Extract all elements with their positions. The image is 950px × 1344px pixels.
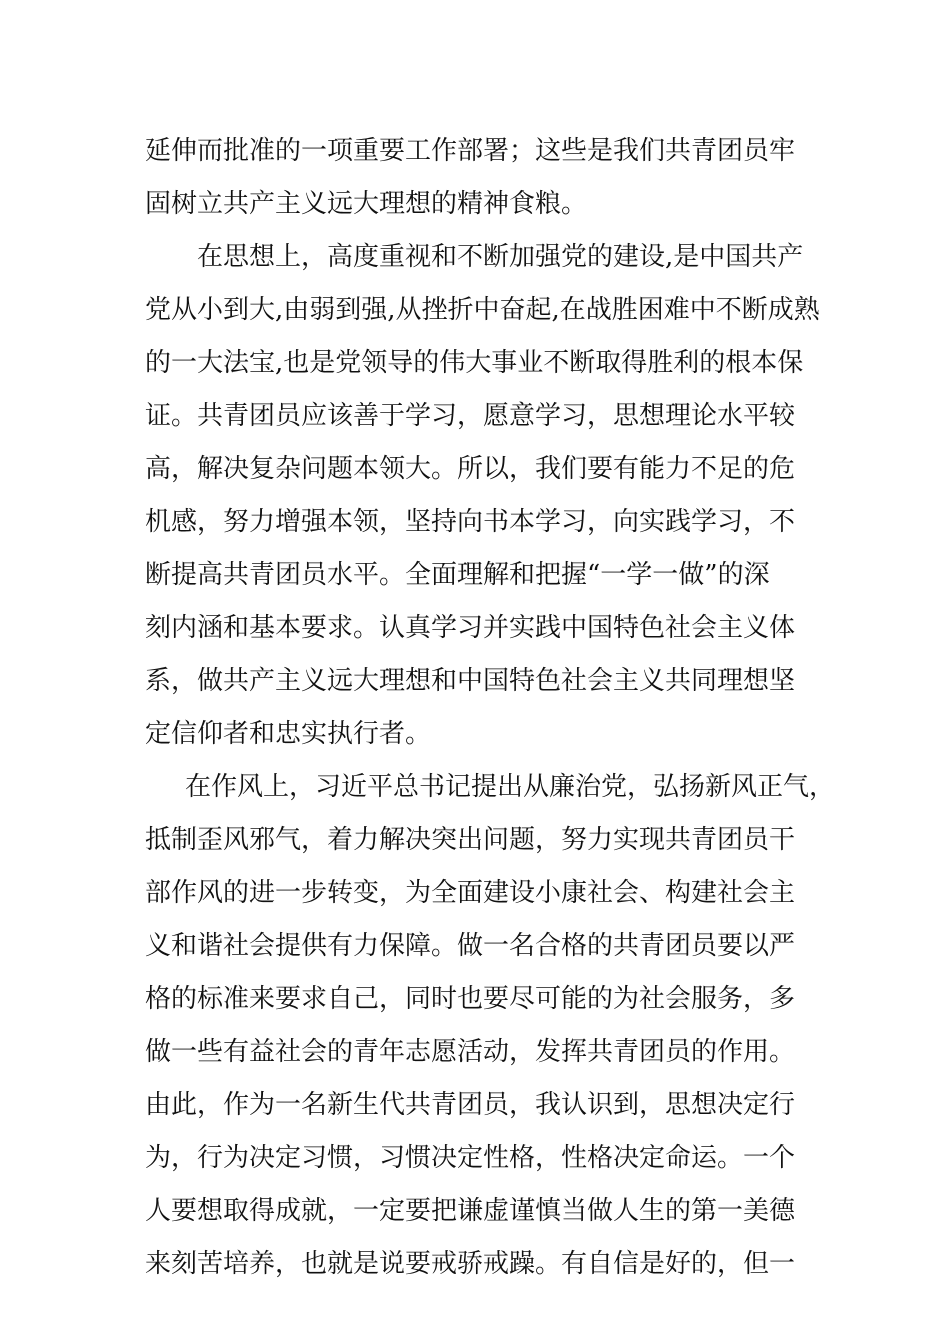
text-line: 在作风上，习近平总书记提出从廉治党，弘扬新风正气， [185,772,836,802]
text-line: 的一大法宝,也是党领导的伟大事业不断取得胜利的根本保 [145,348,804,378]
text-line: 定信仰者和忠实执行者。 [145,719,432,749]
text-line: 为，行为决定习惯，习惯决定性格，性格决定命运。一个 [145,1143,796,1173]
text-line: 由此，作为一名新生代共青团员，我认识到，思想决定行 [145,1090,796,1120]
text-line: 机感，努力增强本领，坚持向书本学习，向实践学习，不 [145,507,796,537]
text-line: 来刻苦培养，也就是说要戒骄戒躁。有自信是好的，但一 [145,1249,796,1279]
text-line: 抵制歪风邪气，着力解决突出问题，努力实现共青团员干 [145,825,796,855]
text-line: 做一些有益社会的青年志愿活动，发挥共青团员的作用。 [145,1037,796,1067]
text-line: 高，解决复杂问题本领大。所以，我们要有能力不足的危 [145,454,796,484]
text-line: 延伸而批准的一项重要工作部署；这些是我们共青团员牢 [145,136,796,166]
document-body [145,125,845,1291]
text-line: 在思想上，高度重视和不断加强党的建设,是中国共产 [197,242,804,272]
text-line: 刻内涵和基本要求。认真学习并实践中国特色社会主义体 [145,613,796,643]
text-line: 格的标准来要求自己，同时也要尽可能的为社会服务，多 [145,984,796,1014]
text-line: 义和谐社会提供有力保障。做一名合格的共青团员要以严 [145,931,796,961]
text-line: 部作风的进一步转变，为全面建设小康社会、构建社会主 [145,878,796,908]
text-line: 固树立共产主义远大理想的精神食粮。 [145,189,588,219]
text-line: 断提高共青团员水平。全面理解和把握“一学一做”的深 [145,560,770,590]
text-line: 人要想取得成就，一定要把谦虚谨慎当做人生的第一美德 [145,1196,796,1226]
text-line: 党从小到大,由弱到强,从挫折中奋起,在战胜困难中不断成熟 [145,295,820,325]
text-line: 系，做共产主义远大理想和中国特色社会主义共同理想坚 [145,666,796,696]
text-line: 证。共青团员应该善于学习，愿意学习，思想理论水平较 [145,401,796,431]
